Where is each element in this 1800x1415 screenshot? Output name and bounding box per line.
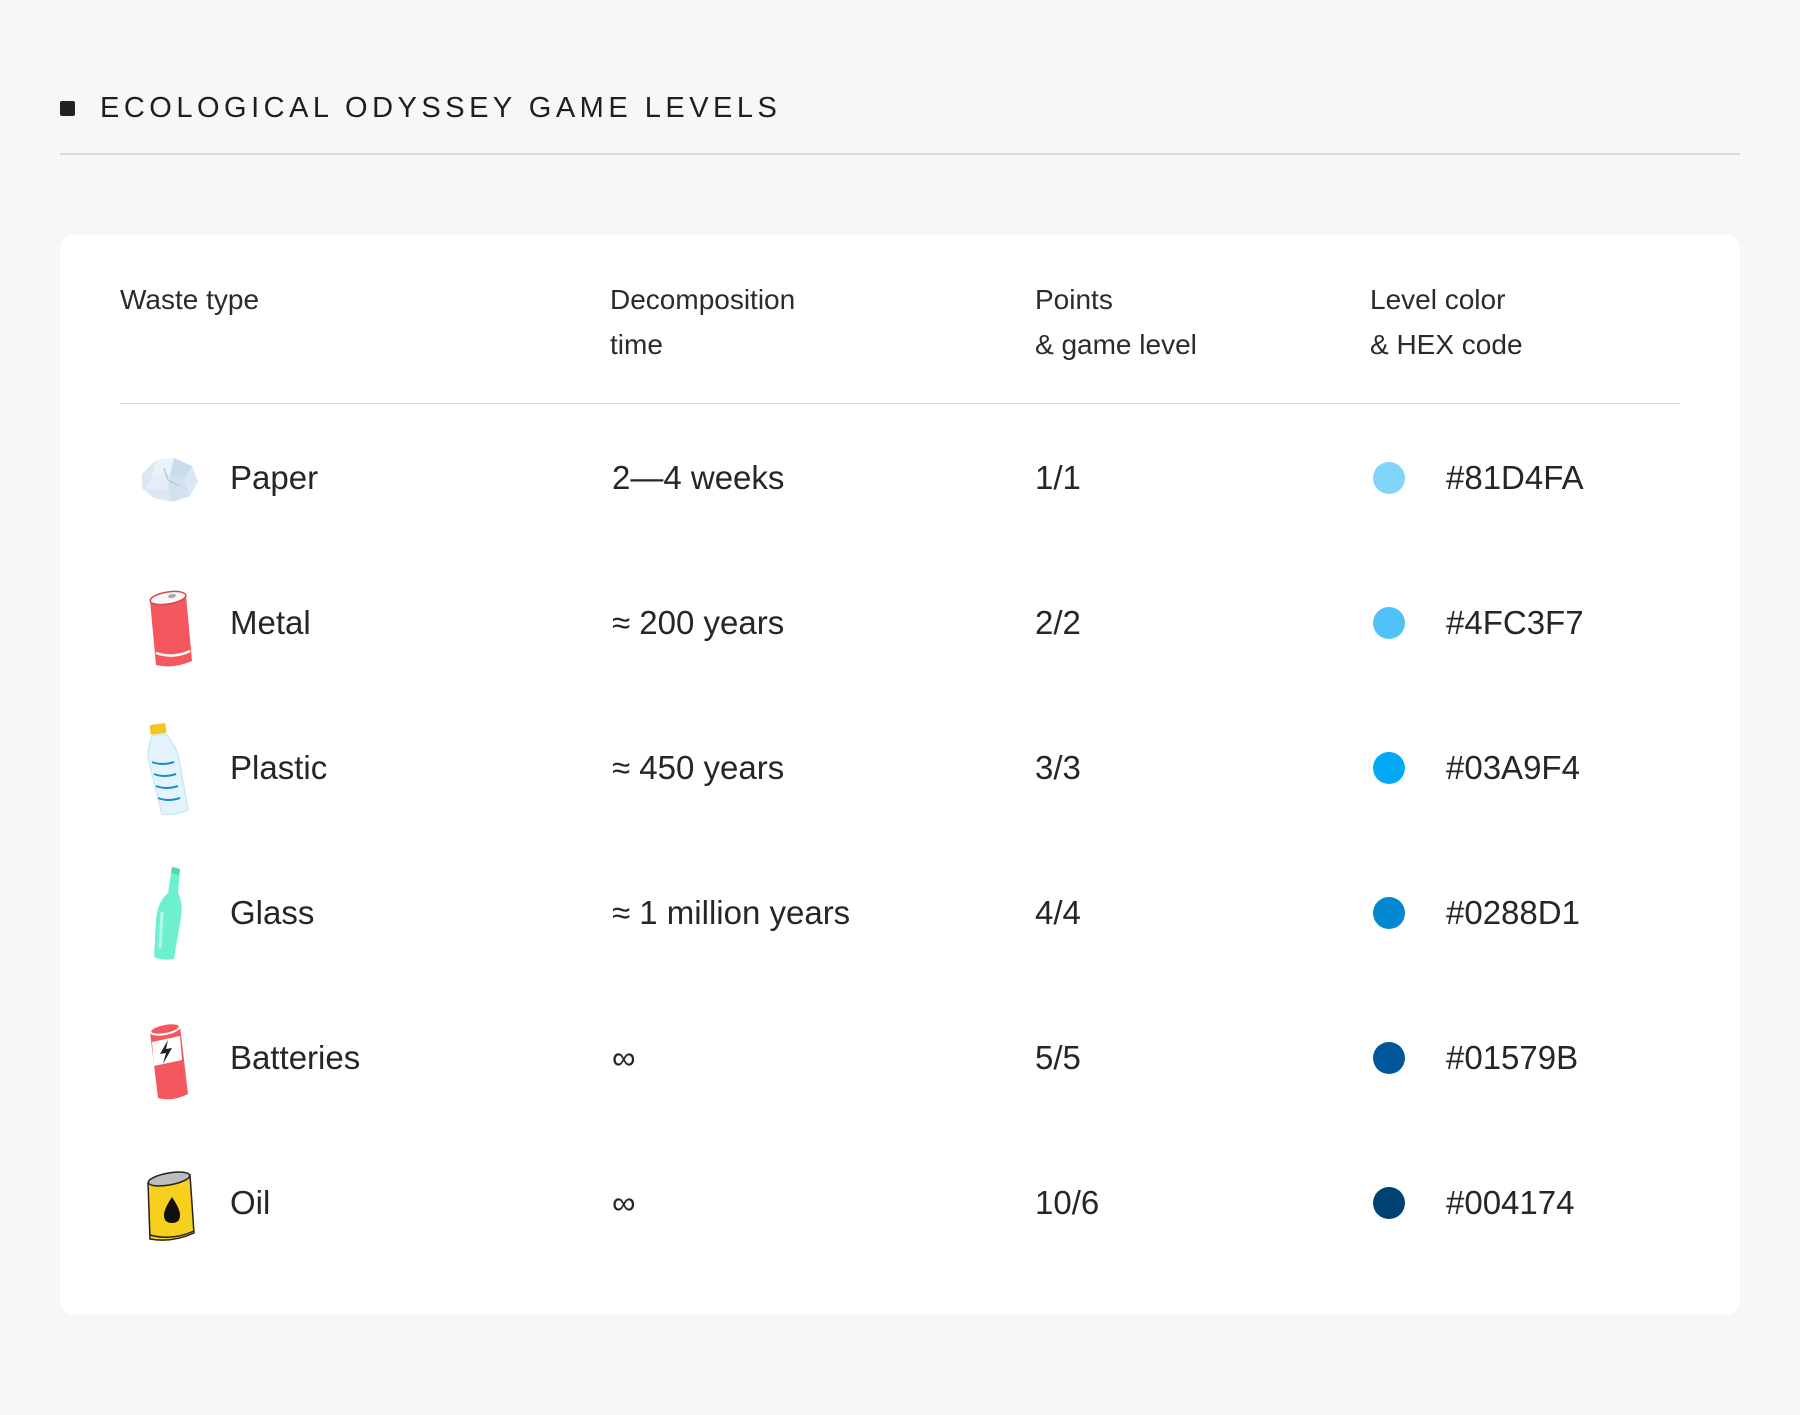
- table-row: [120, 985, 1680, 1130]
- level-color-swatch: [1373, 607, 1405, 639]
- column-header-waste-type: Waste type: [120, 284, 260, 315]
- points-level-value: 10/6: [1035, 1183, 1100, 1221]
- header-bullet-icon: [60, 101, 75, 116]
- decomposition-time-value: ∞: [612, 1038, 636, 1076]
- column-header-level-color: Level color & HEX code: [1370, 284, 1523, 360]
- crumpled-paper-icon: [134, 428, 204, 528]
- points-level-value: 5/5: [1035, 1038, 1081, 1076]
- level-color-swatch: [1373, 897, 1405, 929]
- decomposition-time-value: ≈ 450 years: [612, 748, 785, 786]
- table-header: [120, 277, 1680, 404]
- column-header-points: Points & game level: [1035, 284, 1197, 360]
- hex-code-value: #81D4FA: [1446, 458, 1584, 496]
- decomposition-time-value: ≈ 200 years: [612, 603, 785, 641]
- soda-can-icon: [134, 573, 204, 673]
- column-header-decomposition-time: Decomposition time: [610, 284, 796, 360]
- waste-type-label: Paper: [230, 458, 319, 496]
- levels-table-card: [60, 235, 1740, 1315]
- waste-type-label: Oil: [230, 1183, 271, 1221]
- table-row: [120, 695, 1680, 840]
- points-level-value: 4/4: [1035, 893, 1081, 931]
- glass-bottle-icon: [134, 863, 204, 963]
- page-header: [60, 85, 1740, 155]
- table-row: [120, 840, 1680, 985]
- decomposition-time-value: ≈ 1 million years: [612, 893, 851, 931]
- level-color-swatch: [1373, 462, 1405, 494]
- table-row: [120, 405, 1680, 550]
- table-row: [120, 1130, 1680, 1275]
- waste-type-label: Glass: [230, 893, 315, 931]
- hex-code-value: #03A9F4: [1446, 748, 1580, 786]
- waste-type-label: Batteries: [230, 1038, 361, 1076]
- battery-icon: [134, 1008, 204, 1108]
- hex-code-value: #4FC3F7: [1446, 603, 1584, 641]
- level-color-swatch: [1373, 752, 1405, 784]
- waste-type-label: Plastic: [230, 748, 328, 786]
- table-row: [120, 550, 1680, 695]
- decomposition-time-value: 2—4 weeks: [612, 458, 785, 496]
- oil-can-icon: [134, 1153, 204, 1253]
- points-level-value: 2/2: [1035, 603, 1081, 641]
- hex-code-value: #0288D1: [1446, 893, 1580, 931]
- hex-code-value: #01579B: [1446, 1038, 1579, 1076]
- hex-code-value: #004174: [1446, 1183, 1575, 1221]
- points-level-value: 1/1: [1035, 458, 1081, 496]
- level-color-swatch: [1373, 1187, 1405, 1219]
- points-level-value: 3/3: [1035, 748, 1081, 786]
- page-title: ECOLOGICAL ODYSSEY GAME LEVELS: [100, 92, 782, 124]
- plastic-bottle-icon: [134, 718, 204, 818]
- waste-type-label: Metal: [230, 603, 311, 641]
- decomposition-time-value: ∞: [612, 1183, 636, 1221]
- level-color-swatch: [1373, 1042, 1405, 1074]
